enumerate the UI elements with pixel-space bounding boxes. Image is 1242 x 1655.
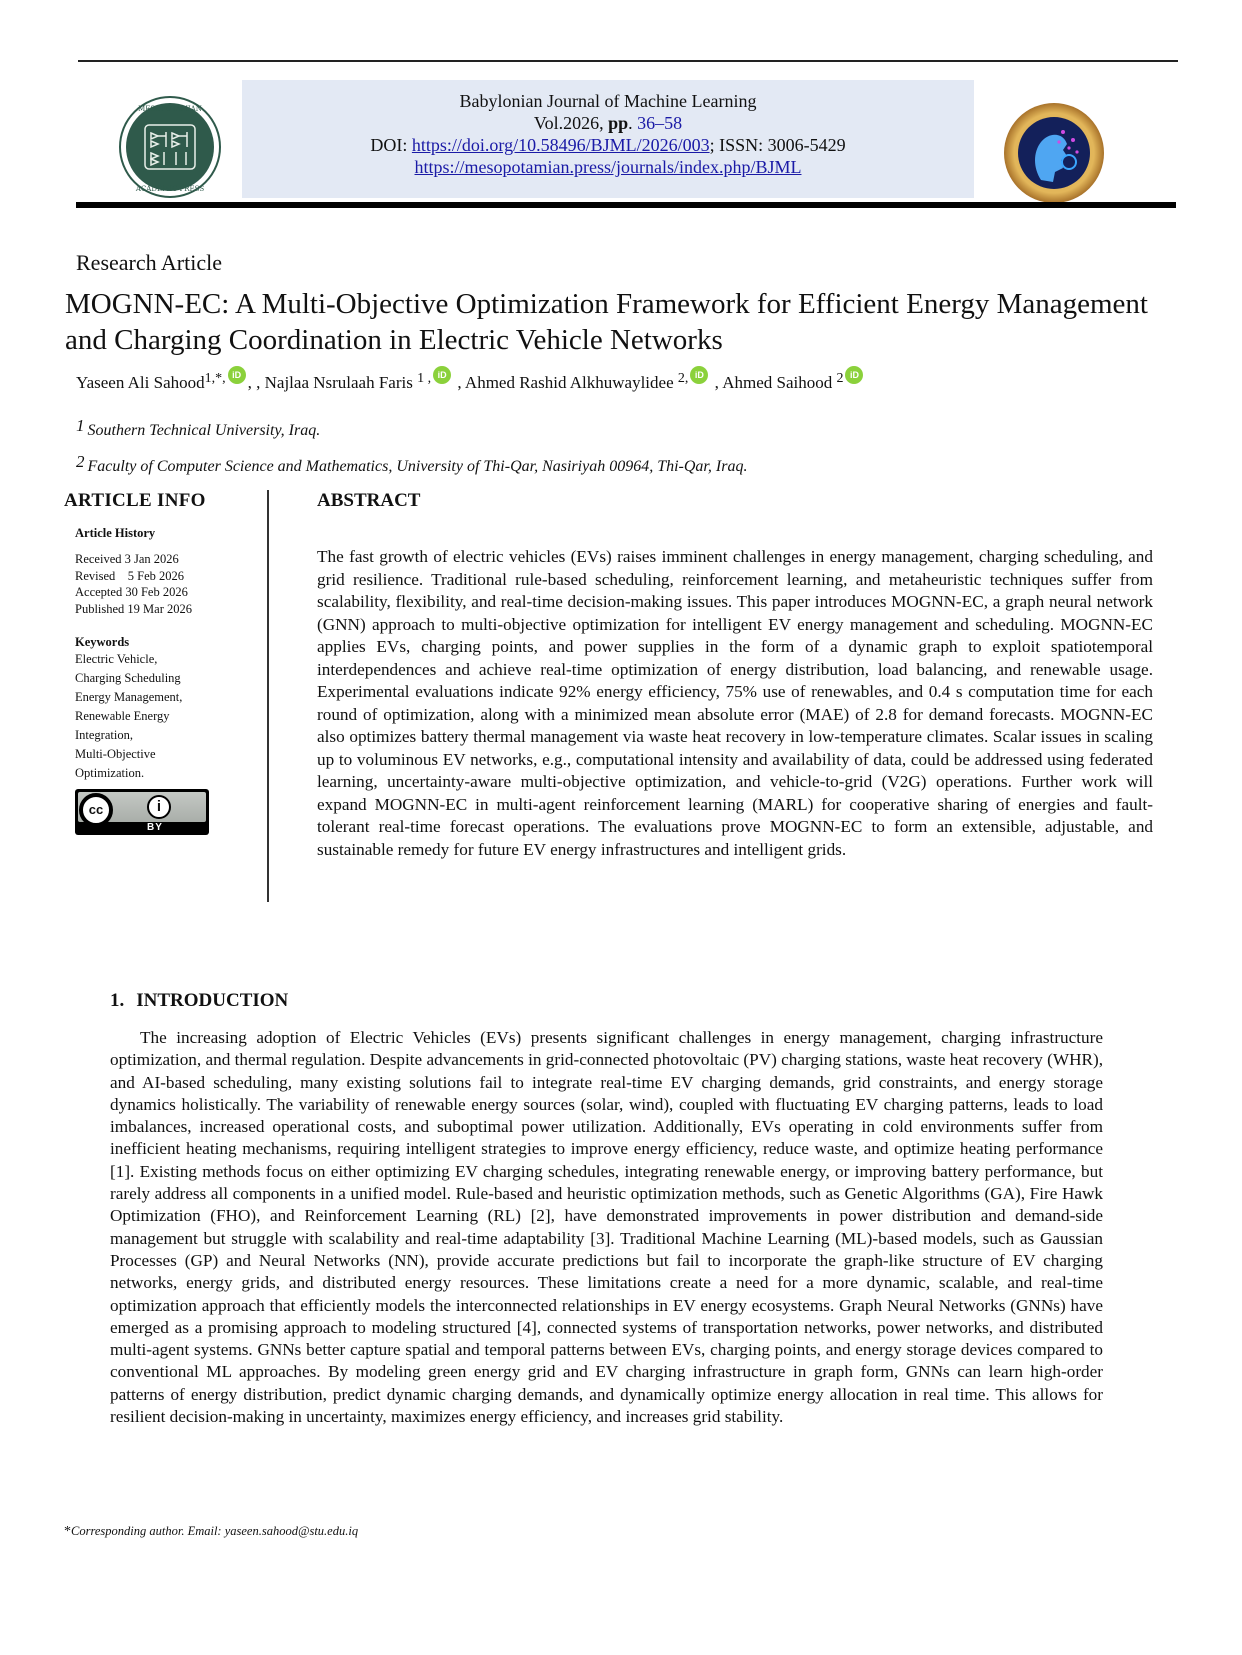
journal-name: Babylonian Journal of Machine Learning — [459, 91, 757, 111]
doi-line: DOI: https://doi.org/10.58496/BJML/2026/003; ISSN: 3006-5429 — [370, 135, 846, 155]
svg-text:MESOPOTAMIAN: MESOPOTAMIAN — [138, 105, 202, 113]
by-label: BY — [147, 822, 163, 833]
article-type: Research Article — [76, 250, 222, 275]
orcid-icon[interactable]: iD — [690, 366, 708, 384]
keyword: Integration, — [75, 728, 133, 742]
author-name: Ahmed Rashid Alkhuwaylidee — [464, 373, 678, 392]
keyword: Multi-Objective — [75, 747, 156, 761]
orcid-icon[interactable]: iD — [845, 366, 863, 384]
history-accepted: Accepted 30 Feb 2026 — [75, 585, 188, 599]
mesopotamian-press-logo-icon — [118, 95, 222, 199]
keyword: Energy Management, — [75, 690, 183, 704]
keyword: Electric Vehicle, — [75, 652, 158, 666]
cc-by-license-badge[interactable] — [75, 789, 209, 835]
history-revised: Revised 5 Feb 2026 — [75, 568, 185, 583]
abstract-section — [317, 490, 1153, 861]
attribution-icon: i — [147, 795, 171, 819]
svg-text:ACADEMIC PRESS: ACADEMIC PRESS — [135, 185, 205, 193]
column-divider — [267, 490, 269, 902]
keywords-list — [75, 650, 264, 783]
page-range: 36–58 — [637, 113, 683, 133]
article-history-heading: Article History — [75, 526, 156, 540]
babylonian-journal-logo-icon — [1003, 102, 1105, 204]
top-rule — [78, 60, 1178, 62]
doi-link[interactable]: https://doi.org/10.58496/BJML/2026/003 — [411, 135, 710, 155]
author-name: Najlaa Nsrulaah Faris — [264, 373, 418, 392]
creative-commons-icon: cc — [79, 793, 113, 827]
history-received: Received 3 Jan 2026 — [75, 552, 179, 566]
volume-pages: Vol.2026, pp. 36–58 — [533, 113, 683, 133]
header-divider — [76, 202, 1176, 208]
introduction-text: The increasing adoption of Electric Vehicles (EVs) presents significant challenges in energy management, charging infrastructure optimization, and thermal regulation. Despite advancements in grid-connected photovoltaic (PV) charging stations, waste heat recovery (WHR), and AI-based scheduling, many existing solutions fail to integrate real-time EV charging demands, grid constraints, and energy storage dynamics holistically. The variability of renewable energy sources (solar, wind), coupled with fluctuating EV charging patterns, leads to load imbalances, increased operational costs, and suboptimal power utilization. Additionally, EVs operating in cold environments suffer from inefficient heating mechanisms, requiring intelligent strategies to improve energy efficiency, reduce waste, and optimize heating performance [1]. Existing methods focus on either optimizing EV charging schedules, integrating renewable energy, or improving battery performance, but rarely address all components in a unified model. Rule-based and heuristic optimization methods, such as Genetic Algorithms (GA), Fire Hawk Optimization (FHO), and Reinforcement Learning (RL) [2], have demonstrated improvements in power distribution and demand-side management but struggle with scalability and real-time adaptability [3]. Traditional Machine Learning (ML)-based models, such as Gaussian Processes (GP) and Neural Networks (NN), provide accurate predictions but fail to incorporate the graph-like structure of EV charging networks, energy grids, and distributed energy resources. These limitations create a need for a more dynamic, scalable, and real-time optimization approach that efficiently models the interconnected relationships in EV energy ecosystems. Graph Neural Networks (GNNs) have emerged as a promising approach to modeling structured [4], connected systems of transportation networks, power networks, and distributed multi-agent systems. GNNs better capture spatial and temporal patterns between EVs, charging points, and energy storage devices compared to conventional ML approaches. By modeling green energy grid and EV charging infrastructure in graph form, GNNs can learn high-order patterns of energy distribution, predict dynamic charging demands, and dynamically optimize energy allocation in real time. This allows for resilient decision-making in uncertainty, maximizes energy efficiency, and increases grid stability. — [110, 1028, 1103, 1427]
article-info-panel — [64, 490, 264, 835]
history-published: Published 19 Mar 2026 — [75, 601, 193, 616]
journal-header-box — [242, 80, 974, 198]
journal-url-link[interactable]: https://mesopotamian.press/journals/index.php/BJML — [414, 157, 802, 177]
keyword: Renewable Energy — [75, 709, 170, 723]
abstract-heading: ABSTRACT — [317, 490, 421, 511]
paper-title: MOGNN-EC: A Multi-Objective Optimization Framework for Efficient Energy Management and Charging Coordination in Electric Vehicle Networks — [65, 288, 1148, 356]
author-name: Yaseen Ali Sahood — [76, 373, 205, 392]
introduction-heading: 1. INTRODUCTION — [110, 990, 289, 1011]
abstract-text: The fast growth of electric vehicles (EVs) raises imminent challenges in energy management, charging scheduling, and grid resilience. Traditional rule-based scheduling, reinforcement learning, and metaheuristic techniques suffer from scalability, flexibility, and real-time decision-making issues. This paper introduces MOGNN-EC, a graph neural network (GNN) approach to multi-objective optimization for intelligent EV energy management and scheduling. MOGNN-EC applies EVs, charging points, and power supplies in the form of a dynamic graph to exploit spatiotemporal interdependences and achieve real-time optimization of energy distribution, load balancing, and renewable usage. Experimental evaluations indicate 92% energy efficiency, 75% use of renewables, and 0.4 s computation time for each round of optimization, along with a minimized mean absolute error (MAE) of 2.8 for demand forecasts. MOGNN-EC also optimizes battery thermal management via waste heat recovery in low-temperature climates. Scalar issues in scaling up to voluminous EV networks, e.g., computational intensity and availability of data, could be addressed using federated learning, uncertainty-aware multi-objective optimization, and vehicle-to-grid (V2G) operations. Further work will expand MOGNN-EC in multi-agent reinforcement learning (MARL) for cooperative sharing of energies and fault-tolerant real-time forecast operations. The evaluations prove MOGNN-EC to form an extensible, adjustable, and sustainable remedy for future EV energy infrastructures and intelligent grids. — [317, 547, 1153, 859]
affiliation-1: $^1$ Southern Technical University, Iraq. — [76, 416, 321, 439]
corresponding-author-footnote: *Corresponding author. Email: yaseen.sahood@stu.edu.iq — [64, 1524, 359, 1539]
orcid-icon[interactable]: iD — [433, 366, 451, 384]
article-info-heading: ARTICLE INFO — [64, 490, 206, 511]
article-history — [75, 551, 264, 617]
affiliation-2: $^2$ Faculty of Computer Science and Mathematics, University of Thi-Qar, Nasiriyah 00964, Thi-Qar, Iraq. — [76, 452, 748, 475]
author-name: Ahmed Saihood — [722, 373, 837, 392]
keyword: Charging Scheduling — [75, 671, 181, 685]
keyword: Optimization. — [75, 766, 145, 780]
orcid-icon[interactable]: iD — [228, 366, 246, 384]
keywords-heading: Keywords — [75, 635, 130, 649]
author-list: Yaseen Ali Sahood$^{1,*,}$ iD , , Najlaa Nsrulaah Faris $^{1 ,}$ iD , Ahmed Rashid Alkhuwaylidee $^{2,}$ iD , Ahmed Saihood $^2$ iD — [76, 366, 865, 393]
